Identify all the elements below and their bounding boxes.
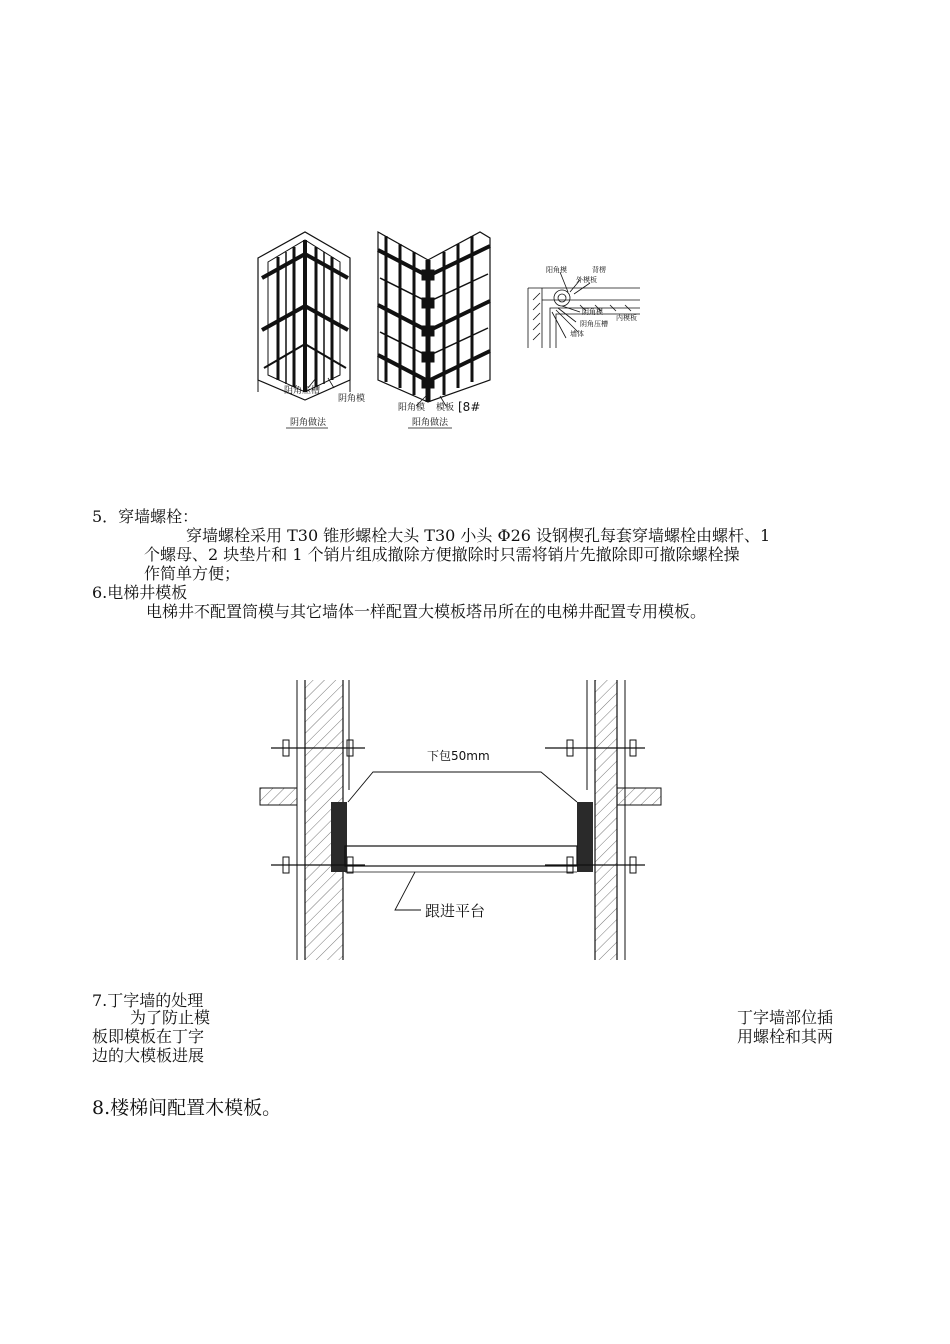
detail-label-inner-pressure: 阴角压槽 [580, 320, 608, 328]
section7-left-line-3: 边的大模板进展 [92, 1046, 205, 1065]
section7-right-line-2: 用螺栓和其两 [737, 1027, 834, 1046]
inner-corner-mold-label: 阴角模 [338, 394, 366, 404]
label-top-leader [348, 772, 577, 802]
section7-heading: 7.丁字墙的处理 [92, 991, 204, 1010]
detail-label-inner-mold: 阴角模 [582, 308, 603, 316]
left-wall [260, 680, 365, 960]
section7-left-line-2: 板即模板在丁字 [92, 1027, 205, 1046]
section8-heading: 8.楼梯间配置木模板。 [92, 1097, 282, 1119]
section5-line-1: 穿墙螺栓采用 T30 锥形螺栓大头 T30 小头 Φ26 设钢楔孔每套穿墙螺栓由螺杆、1 [186, 526, 771, 545]
section6-heading: 6.电梯井模板 [92, 583, 188, 602]
label-bottom-leader [395, 872, 421, 910]
detail-label-wale: 背楞 [592, 266, 606, 274]
inner-corner-pressure-label: 阴角压槽 [284, 386, 321, 396]
platform [345, 846, 577, 872]
detail-label-inner-panel: 内模板 [616, 314, 637, 322]
section5-heading: 5．穿墙螺栓： [92, 507, 199, 526]
outer-corner-caption: 阳角做法 [412, 418, 449, 428]
outer-corner-channel-label: [8# [458, 400, 481, 414]
section7-left-line-1: 为了防止模 [130, 1008, 211, 1027]
detail-label-outer-mold: 阳角模 [546, 266, 567, 274]
right-wall [545, 680, 661, 960]
section5-line-2: 个螺母、2 块垫片和 1 个销片组成撤除方便撤除时只需将销片先撤除即可撤除螺栓操 [144, 545, 740, 564]
section6-line: 电梯井不配置筒模与其它墙体一样配置大模板塔吊所在的电梯井配置专用模板。 [146, 602, 707, 621]
outer-corner-drawing [378, 232, 490, 402]
detail-label-wall: 墙体 [570, 330, 584, 338]
inner-corner-drawing [258, 232, 350, 400]
label-bottom-wrap-50mm: 下包50mm [427, 749, 490, 763]
section5-line-3: 作简单方便； [144, 564, 241, 583]
section7-right-line-1: 丁字墙部位插 [737, 1008, 834, 1027]
outer-corner-panel-label: 模板 [436, 403, 455, 413]
detail-label-outer-panel: 外模板 [576, 276, 597, 284]
label-follow-platform: 跟进平台 [425, 902, 486, 920]
outer-corner-mold-label: 阳角模 [398, 403, 426, 413]
corner-formwork-figure [250, 210, 700, 440]
inner-corner-caption: 阴角做法 [290, 418, 327, 428]
elevator-shaft-figure [245, 680, 665, 960]
